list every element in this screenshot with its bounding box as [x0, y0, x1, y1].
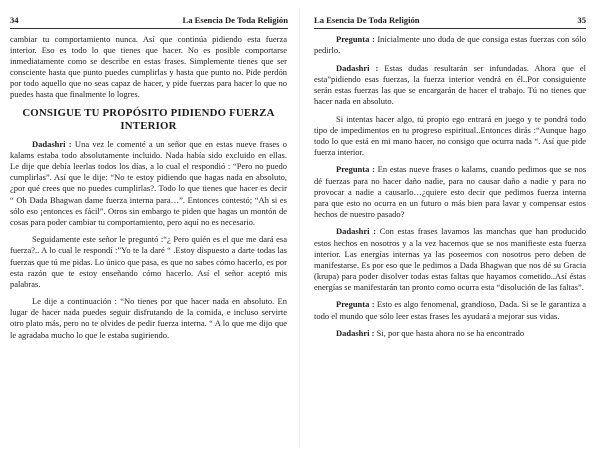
- paragraph: [314, 164, 586, 219]
- paragraph-text: Si, por que hasta ahora no se ha encontrado: [374, 328, 525, 339]
- paragraph: [314, 299, 586, 321]
- paragraph: [314, 34, 586, 56]
- paragraph-text: En estas nueve frases o kalams, cuando pedimos que se nos dé fuerzas para no hacer daño nadie, para no causar daño a nadie y para no provocar a nadie a causarlo…¿quiere esto decir que pedimos fuerza interna para que esto no ocurra en un futuro o más bien para lavar y compensar estos hechos de nuestro pasado?: [314, 164, 587, 219]
- page-body: [10, 34, 287, 347]
- speaker-label: Dadashri :: [336, 226, 377, 237]
- paragraph-text: Con estas frases lavamos las manchas que han producido estos hechos en nosotros y a la vez hacemos que se nos manifieste esta fuerza interior. Las energías internas ya las poseemos con nosotros pero deben de manifestarse. Es por eso que le pedimos a Dada Bhagwan que nos dé su Gracia (krupa) para poder disolver todas estas faltas que hayamos cometido..Así éstas energías se manifestarán tan pronto como ocurra esta “disolución de las faltas”.: [314, 226, 586, 292]
- paragraph-text: Estas dudas resultarán ser infundadas. Ahora que el esta”pidiendo esas fuerzas, la fuerza interior vendrá en él..Por consiguiente serán estas fuerzas las que se encargarán de hacer el trabajo. Tú no tienes que hacer nada en absoluto.: [314, 62, 587, 106]
- page-header: [10, 14, 288, 27]
- speaker-label: Pregunta :: [336, 164, 375, 175]
- section-heading: CONSIGUE TU PROPÓSITO PIDIENDO FUERZA INTERIOR: [22, 107, 275, 132]
- page-number: 35: [577, 15, 586, 25]
- paragraph: [314, 63, 586, 107]
- running-title: La Esencia De Toda Religión: [314, 15, 420, 25]
- right-page: [300, 0, 600, 453]
- paragraph: Si intentas hacer algo, tú propio ego entrará en juego y te pondrá todo tipo de impedimentos en tu progreso espiritual..Entonces dirás :“Aunque hago todo lo que está en mi mano hacer, no consigo que ocurra nada “. Así que pide fuerza interior.: [314, 113, 586, 157]
- speaker-label: Dadashri :: [336, 328, 375, 339]
- paragraph-text: Inicialmente uno duda de que consiga estas fuerzas con sólo pedirlo.: [314, 34, 587, 56]
- paragraph-text: Una vez le comenté a un señor que en estas nueve frases o kalams estaba todo absolutamente incluido. Nada había sido excluido en ellas. Le dije que debía leerlas todos los días, a lo cual el respondió : “Pero no puedo cumplirlas”. Así que le dije: “No te estoy pidiendo que hagas nada en absoluto, ¿por qué crees que no puedes cumplirlas?. Todo lo que tienes que hacer es decir “ Oh Dada Bhagwan dame fuerza interna para…”. Entonces contestó; “Ah si es sólo eso ¡entonces es fácil”. Otros sin embargo te piden que hagas un montón de cosas para poder cambiar tu comportamiento, pero aquí no es necesario.: [10, 139, 287, 227]
- paragraph: [10, 139, 287, 228]
- paragraph: [314, 226, 586, 293]
- page-number: 34: [10, 15, 19, 25]
- speaker-label: Pregunta :: [336, 299, 375, 310]
- paragraph: cambiar tu comportamiento nunca. Así que continúa pidiendo esta fuerza interior. Eso es todo lo que tienes que hacer. No es posible comportarse inmediatamente como se describe en estas frases. Simplemente tienes que ser consciente hasta que punto puedes cumplirlas y hasta que punto no. Pide perdón por todo aquello que no seas capaz de hacer, y pide fuerzas para hacer lo que no puedes hasta que finalmente lo logres.: [10, 34, 287, 100]
- paragraph: [314, 328, 586, 339]
- paragraph-text: Esto es algo fenomenal, grandioso, Dada. Si se le garantiza a todo el mundo que sólo leer estas frases les ayudará a mejorar sus vidas.: [314, 299, 586, 321]
- running-title: La Esencia De Toda Religión: [182, 15, 288, 25]
- page-body: [314, 34, 586, 346]
- paragraph: Le dije a continuación : “No tienes por que hacer nada en absoluto. En lugar de hacer nada puedes seguir disfrutando de la comida, e incluso servirte otro plato más, pero no te olvides de pedir fuerza interna. “ A lo que me dijo que le agradaba mucho lo que le estaba sugiriendo.: [10, 296, 287, 340]
- speaker-label: Dadashri :: [32, 139, 72, 150]
- header-rule: [10, 28, 288, 29]
- paragraph: Seguidamente este señor le preguntó :“¿ Pero quién es el que me dará esa fuerza?.. A lo cual le respondí :”Yo te la daré “ .Estoy dispuesto a darte todas las fuerzas que tú me pidas. Lo único que pasa, es que no sabes cómo hacerlo, es por esta razón que te estoy enseñando cómo hacerlo. Así el señor aceptó mis palabras.: [10, 234, 287, 289]
- speaker-label: Dadashri :: [336, 62, 379, 73]
- header-rule: [314, 28, 586, 29]
- page-header: [314, 14, 586, 27]
- speaker-label: Pregunta :: [336, 34, 375, 44]
